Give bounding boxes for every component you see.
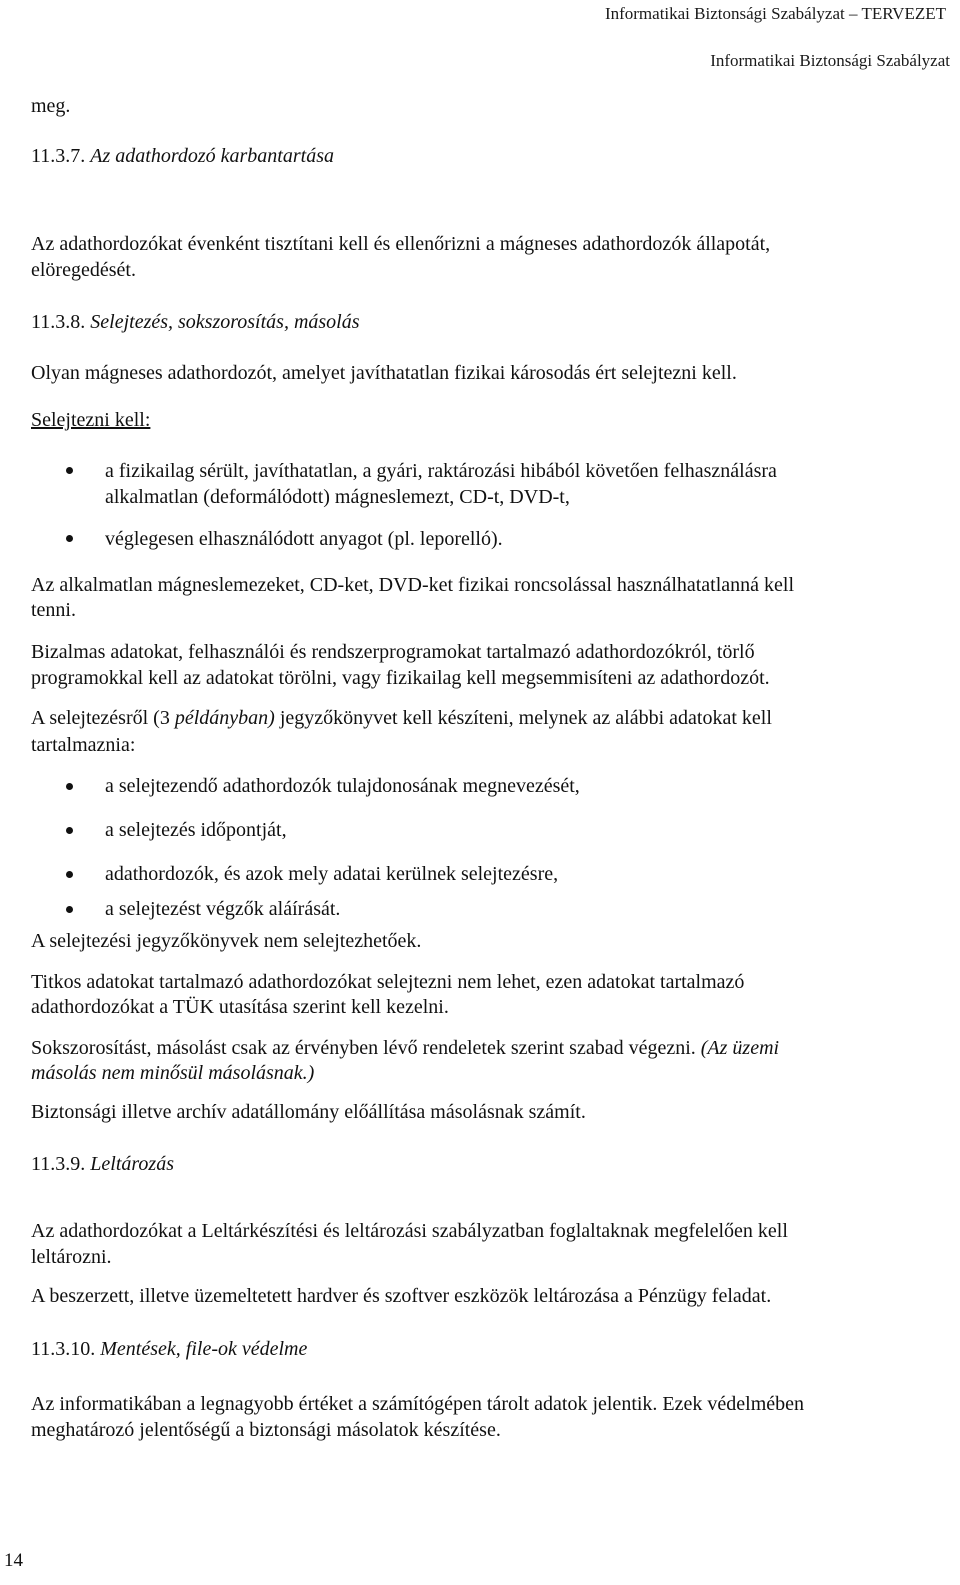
bullet-item-line: a selejtezendő adathordozók tulajdonosának megnevezését, [105,775,580,797]
section-title: Mentések, file-ok védelme [100,1338,308,1360]
section-title: Az adathordozó karbantartása [90,145,334,167]
bullet-marker [66,906,73,913]
paragraph-line: Bizalmas adatokat, felhasználói és rendszerprogramokat tartalmazó adathordozókról, törlő [31,641,755,663]
italic-text-run: (Az üzemi [700,1037,780,1059]
paragraph-line: Az adathordozókat a Leltárkészítési és leltározási szabályzatban foglaltaknak megfelelően kell [31,1220,788,1242]
section-number: 11.3.8. [31,311,86,333]
paragraph-line: A beszerzett, illetve üzemeltetett hardver és szoftver eszközök leltározása a Pénzügy feladat. [31,1285,772,1307]
text-run: jegyzőkönyvet kell készíteni, melynek az alábbi adatokat kell [274,707,772,729]
section-title: Selejtezés, sokszorosítás, másolás [90,311,360,333]
paragraph-line: tenni. [31,599,76,621]
section-number: 11.3.10. [31,1338,101,1360]
section-heading-11-3-8 [31,310,360,335]
section-heading-11-3-7 [31,144,334,169]
text-run: A selejtezésről (3 [31,707,175,729]
text-run: Sokszorosítást, másolást csak az érvényben lévő rendeletek szerint szabad végezni. [31,1037,701,1059]
bullet-marker [66,783,73,790]
page-number: 14 [4,1550,23,1571]
continued-text: meg. [31,95,71,117]
paragraph-line [31,1036,779,1061]
paragraph-line: A selejtezési jegyzőkönyvek nem selejtezhetőek. [31,930,422,952]
paragraph-line: Biztonsági illetve archív adatállomány előállítása másolásnak számít. [31,1101,586,1123]
paragraph-line: leltározni. [31,1246,112,1268]
running-header-title: Informatikai Biztonsági Szabályzat – TERVEZET [604,4,946,23]
bullet-item-line: a fizikailag sérült, javíthatatlan, a gyári, raktározási hibából követően felhasználásra [105,460,777,482]
paragraph-line: elöregedését. [31,259,136,281]
bullet-marker [66,535,73,542]
section-number: 11.3.9. [31,1153,91,1175]
bullet-marker [66,467,73,474]
bullet-marker [66,827,73,834]
paragraph-line: adathordozókat a TÜK utasítása szerint kell kezelni. [31,996,449,1018]
paragraph-line: Olyan mágneses adathordozót, amelyet javíthatatlan fizikai károsodás ért selejtezni kell. [31,362,737,384]
italic-text-run: példányban) [174,707,275,729]
paragraph-line: tartalmaznia: [31,734,136,756]
bullet-item-line: alkalmatlan (deformálódott) mágneslemezt, CD-t, DVD-t, [105,486,570,508]
paragraph-line: meghatározó jelentőségű a biztonsági másolatok készítése. [31,1419,501,1441]
running-header-subtitle: Informatikai Biztonsági Szabályzat [710,51,950,70]
bullet-item-line: adathordozók, és azok mely adatai kerülnek selejtezésre, [105,863,559,885]
bullet-item-line: a selejtezés időpontját, [105,819,287,841]
paragraph-line [31,706,772,731]
bullet-item-line: véglegesen elhasználódott anyagot (pl. leporelló). [105,528,503,550]
paragraph-line: Az informatikában a legnagyobb értéket a számítógépen tárolt adatok jelentik. Ezek védelmében [31,1393,805,1415]
bullet-item-line: a selejtezést végzők aláírását. [105,898,341,920]
bullet-marker [66,871,73,878]
section-title: Leltározás [90,1153,174,1175]
paragraph-line: Az adathordozókat évenként tisztítani kell és ellenőrizni a mágneses adathordozók állapotát, [31,233,771,255]
section-heading-11-3-10 [31,1337,307,1362]
paragraph-line: Titkos adatokat tartalmazó adathordozókat selejtezni nem lehet, ezen adatokat tartalmazó [31,971,745,993]
paragraph-line: Az alkalmatlan mágneslemezeket, CD-ket, DVD-ket fizikai roncsolással használhatatlanná kell [31,574,795,596]
paragraph-line-italic: másolás nem minősül másolásnak.) [31,1062,315,1084]
section-heading-11-3-9 [31,1152,174,1177]
section-number: 11.3.7. [31,145,86,167]
paragraph-line: programokkal kell az adatokat törölni, vagy fizikailag kell megsemmisíteni az adathordozót. [31,667,770,689]
underlined-label: Selejtezni kell: [31,409,151,431]
